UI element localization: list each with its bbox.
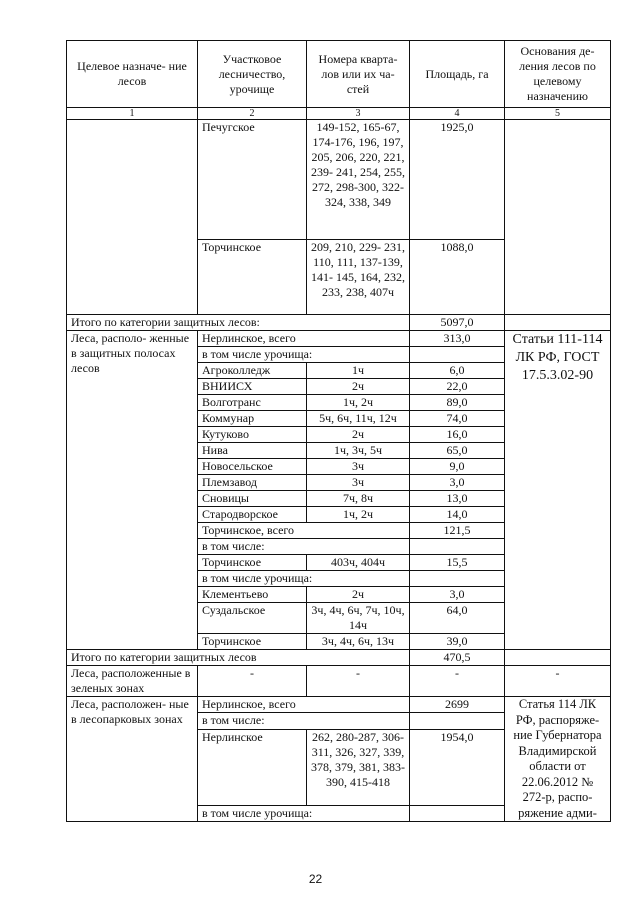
dash-cell: - — [505, 666, 611, 697]
tract-name: Агроколледж — [198, 363, 307, 379]
area-cell-empty — [410, 805, 505, 821]
tract-name: Суздальское — [198, 603, 307, 634]
area-cell: 13,0 — [410, 491, 505, 507]
total-area: 5097,0 — [410, 315, 505, 331]
total-area: 470,5 — [410, 650, 505, 666]
tract-name: Коммунар — [198, 411, 307, 427]
area-cell: 3,0 — [410, 475, 505, 491]
column-number-row — [67, 108, 611, 120]
quarters-cell: 2ч — [307, 427, 410, 443]
table-row — [67, 666, 611, 697]
area-cell: 1954,0 — [410, 729, 505, 805]
area-cell: 64,0 — [410, 603, 505, 634]
basis-cell: Статьи 111-114 ЛК РФ, ГОСТ 17.5.3.02-90 — [505, 331, 611, 650]
total-label: Итого по категории защитных лесов: — [67, 315, 410, 331]
tract-name: Клементьево — [198, 587, 307, 603]
quarters-cell: 3ч, 4ч, 6ч, 13ч — [307, 634, 410, 650]
table-header-row — [67, 41, 611, 108]
purpose-cell: Леса, расположенные в зеленых зонах — [67, 666, 198, 697]
area-cell — [410, 571, 505, 587]
header-area: Площадь, га — [410, 41, 505, 108]
tract-name: Волготранс — [198, 395, 307, 411]
subheading: в том числе урочища: — [198, 805, 410, 821]
area-cell-empty — [410, 713, 505, 729]
total-basis-empty — [505, 650, 611, 666]
column-number: 4 — [410, 108, 505, 120]
area-cell — [410, 347, 505, 363]
area-cell: 313,0 — [410, 331, 505, 347]
column-number: 2 — [198, 108, 307, 120]
column-number: 1 — [67, 108, 198, 120]
table-row — [67, 120, 611, 240]
tract-name: Новосельское — [198, 459, 307, 475]
forestry-name: Нерлинское, всего — [198, 697, 410, 713]
area-cell: 74,0 — [410, 411, 505, 427]
subheading: в том числе урочища: — [198, 571, 410, 587]
area-cell: 65,0 — [410, 443, 505, 459]
table-row — [67, 697, 611, 713]
area-cell: 121,5 — [410, 523, 505, 539]
forestry-name: Печугское — [198, 120, 307, 240]
quarters-cell: 149-152, 165-67, 174-176, 196, 197, 205, 206, 220, 221, 239- 241, 254, 255, 272, 298-300, 322-324, 338, 349 — [307, 120, 410, 240]
area-cell: 22,0 — [410, 379, 505, 395]
subheading: в том числе: — [198, 713, 410, 729]
column-number: 3 — [307, 108, 410, 120]
area-cell: 14,0 — [410, 507, 505, 523]
quarters-cell: 3ч, 4ч, 6ч, 7ч, 10ч, 14ч — [307, 603, 410, 634]
tract-name: Сновицы — [198, 491, 307, 507]
tract-name: Кутуково — [198, 427, 307, 443]
area-cell: 3,0 — [410, 587, 505, 603]
tract-name: Племзавод — [198, 475, 307, 491]
table-row — [67, 331, 611, 347]
area-cell — [410, 539, 505, 555]
quarters-cell: 7ч, 8ч — [307, 491, 410, 507]
area-cell: 6,0 — [410, 363, 505, 379]
area-cell: 16,0 — [410, 427, 505, 443]
quarters-cell: 1ч — [307, 363, 410, 379]
dash-cell: - — [198, 666, 307, 697]
total-row — [67, 650, 611, 666]
tract-name: ВНИИСХ — [198, 379, 307, 395]
forestry-name: Нерлинское — [198, 729, 307, 805]
tract-name: Торчинское — [198, 634, 307, 650]
total-basis-empty — [505, 315, 611, 331]
basis-cell-empty — [505, 120, 611, 315]
purpose-cell: Леса, расположен- ные в лесопарковых зонах — [67, 697, 198, 822]
area-cell: 15,5 — [410, 555, 505, 571]
tract-name: Стародворское — [198, 507, 307, 523]
purpose-cell: Леса, располо- женные в защитных полосах лесов — [67, 331, 198, 650]
quarters-cell: 403ч, 404ч — [307, 555, 410, 571]
area-cell: 1925,0 — [410, 120, 505, 240]
total-label: Итого по категории защитных лесов — [67, 650, 410, 666]
column-number: 5 — [505, 108, 611, 120]
basis-cell: Статья 114 ЛК РФ, распоряже- ние Губернатора Владимирской области от 22.06.2012 № 272-р, распо- ряжение адми- — [505, 697, 611, 822]
tract-name: Торчинское — [198, 555, 307, 571]
quarters-cell: 3ч — [307, 475, 410, 491]
forestry-name: Торчинское, всего — [198, 523, 410, 539]
area-cell: 1088,0 — [410, 240, 505, 315]
page-number: 22 — [308, 872, 323, 886]
forestry-name: Нерлинское, всего — [198, 331, 410, 347]
header-quarters: Номера кварта- лов или их ча- стей — [307, 41, 410, 108]
area-cell: 2699 — [410, 697, 505, 713]
quarters-cell: 2ч — [307, 379, 410, 395]
dash-cell: - — [307, 666, 410, 697]
purpose-cell-empty — [67, 120, 198, 315]
quarters-cell: 1ч, 2ч — [307, 507, 410, 523]
quarters-cell: 5ч, 6ч, 11ч, 12ч — [307, 411, 410, 427]
quarters-cell: 209, 210, 229- 231, 110, 111, 137-139, 141- 145, 164, 232, 233, 238, 407ч — [307, 240, 410, 315]
area-cell: 89,0 — [410, 395, 505, 411]
tract-name: Нива — [198, 443, 307, 459]
subheading: в том числе урочища: — [198, 347, 410, 363]
quarters-cell: 3ч — [307, 459, 410, 475]
quarters-cell: 2ч — [307, 587, 410, 603]
header-basis: Основания де- ления лесов по целевому назначению — [505, 41, 611, 108]
header-forestry: Участковое лесничество, урочище — [198, 41, 307, 108]
header-purpose: Целевое назначе- ние лесов — [67, 41, 198, 108]
forestry-name: Торчинское — [198, 240, 307, 315]
forest-purpose-table — [66, 40, 611, 822]
total-row — [67, 315, 611, 331]
dash-cell: - — [410, 666, 505, 697]
quarters-cell: 262, 280-287, 306-311, 326, 327, 339, 378, 379, 381, 383- 390, 415-418 — [307, 729, 410, 805]
area-cell: 9,0 — [410, 459, 505, 475]
quarters-cell: 1ч, 2ч — [307, 395, 410, 411]
quarters-cell: 1ч, 3ч, 5ч — [307, 443, 410, 459]
subheading: в том числе: — [198, 539, 410, 555]
area-cell: 39,0 — [410, 634, 505, 650]
